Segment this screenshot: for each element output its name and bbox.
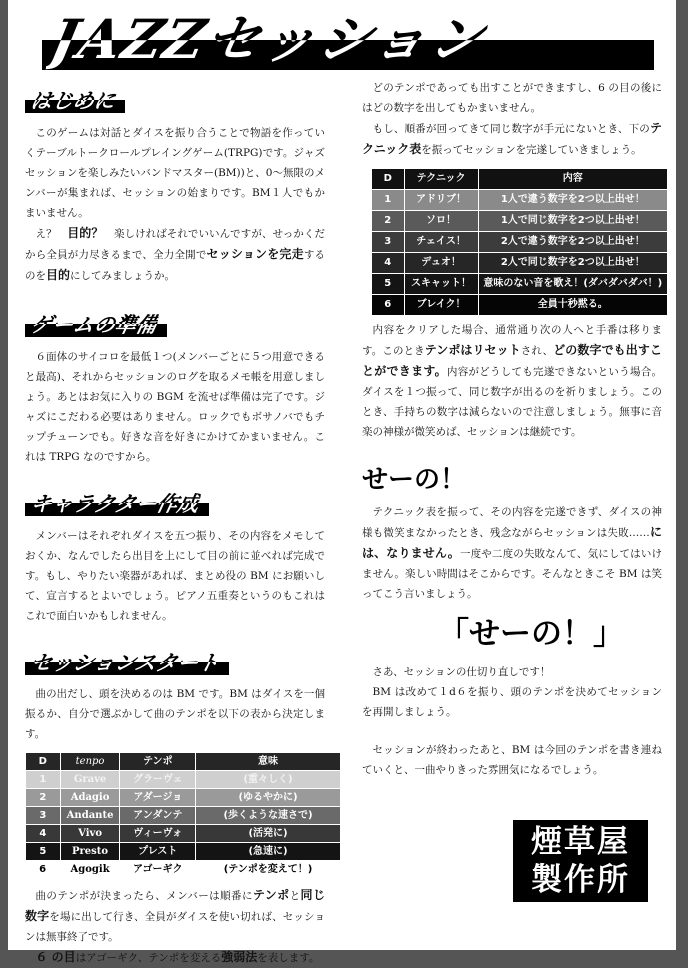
table-cell: 3 [372,232,405,253]
text-run: にしてみましょうか。 [70,270,176,282]
character-body [25,526,325,626]
text-run: 内容がどうしても完遂できないという場合。ダイスを１つ振って、同じ数字が出るのを祈りましょう。このとき、手持ちの数字は減らないので注意しましょう。無事に音楽の神様が微笑めば、セッションは継続です。 [362,366,663,438]
table-cell: 2 [26,789,61,807]
paragraph [25,885,325,947]
text-run: さあ、セッションの仕切り直しです！ [372,666,551,678]
table-row [372,232,668,253]
heading-text: はじめに [22,88,118,114]
tempo-table [25,752,341,879]
paragraph [25,684,325,744]
paragraph [25,347,325,467]
title-text: JAZZセッション [45,7,493,71]
table-cell: 5 [372,274,405,295]
table-cell: 6 [26,861,61,879]
table-cell: (急速に) [196,843,341,861]
emphasis-text: ６ の目 [35,950,76,964]
emphasis-text: セッションを完走 [206,247,304,261]
text-run: え？ [35,228,68,240]
table-row [372,253,668,274]
column-header: 意味 [196,753,341,771]
table-cell: ブレイク！ [404,295,478,316]
text-run: 内容をクリアした場合、通常通り次の人へと手番は移ります。このとき [362,324,662,357]
table-row [26,861,341,879]
text-run: を振ってセッションを完遂していきましょう。 [421,144,642,156]
table-cell: アゴーギク [120,861,196,879]
start-body [25,684,325,744]
text-run: このゲームは対話とダイスを振り合うことで物語を作っていくテーブルトークロールプレイングゲーム(TRPG)です。ジャズセッションを楽しみたいバンドマスター(BM))と、0～無限のメンバーが集まれば、セッションの始まりです。BM１人でもかまいません。 [25,127,325,219]
table-row [26,825,341,843]
column-header: テクニック [404,169,478,190]
table-cell: 6 [372,295,405,316]
table-header-row [26,753,341,771]
paragraph [362,320,662,442]
table-cell: アダージョ [120,789,196,807]
paragraph [362,118,662,160]
column-header: 内容 [478,169,667,190]
text-run: を場に出して行き、全員がダイスを使い切れば、セッションは無事終了です。 [25,911,325,943]
emphasis-text: には、なりません。 [362,525,662,560]
seeno-after-body [362,662,662,722]
table-cell: アンダンテ [120,807,196,825]
seeno-body [362,502,662,604]
text-run: され、 [520,345,554,357]
start-after-body [25,885,325,968]
table-cell: Presto [60,843,120,861]
document-page [8,0,676,964]
table-cell: ソロ！ [404,211,478,232]
table-cell: Grave [60,771,120,789]
column-header: テンポ [120,753,196,771]
text-run: するのを [25,249,326,282]
seeno-closing-body [362,740,662,780]
text-run: 曲の出だし、頭を決めるのは BM です。BM はダイスを一個振るか、自分で選ぶかして曲のテンポを以下の表から決定します。 [25,688,325,740]
paragraph [362,662,662,682]
heading-text: ゲームの準備 [22,312,160,338]
table-cell: アドリブ！ [404,190,478,211]
heading-prep [25,312,167,338]
intro-body [25,123,325,286]
table-row [26,807,341,825]
table-cell: 2人で同じ数字を2つ以上出せ！ [478,253,667,274]
continuation-body [362,78,662,160]
text-run: メンバーはそれぞれダイスを五つ振り、その内容をメモしておくか、なんでしたら出目を上にして目の前に並べれば完成です。もし、やりたい楽器があれば、まとめ役の BM にお願いして、宣言するとよいでしょう。ピアノ五重奏というのもこれはこれで面白いかもしれません。 [25,530,325,622]
emphasis-text: 目的 [46,268,71,282]
table-row [372,190,668,211]
table-cell: 4 [372,253,405,274]
table-row [372,274,668,295]
column-header: D [26,753,61,771]
paragraph [25,123,325,223]
emphasis-text: 強弱法 [221,950,258,964]
heading-text: キャラクター作成 [22,491,201,517]
table-cell: 意味のない音を歌え！(ダバダバダバ！) [478,274,667,295]
right-column [362,78,668,902]
paragraph [25,223,325,286]
table-row [26,771,341,789]
table-cell: 1人で同じ数字を2つ以上出せ！ [478,211,667,232]
seeno-shout: 「せーの！」 [438,616,624,652]
text-run: 楽しければそれでいいんですが、せっかくだから全員が力尽きるまで、全力全開で [25,228,325,261]
paragraph [25,947,325,968]
text-run: もし、順番が回ってきて同じ数字が手元にないとき、下の [372,123,650,135]
table-cell: 4 [26,825,61,843]
table-cell: (活発に) [196,825,341,843]
technique-table [371,168,668,316]
prep-body [25,347,325,467]
paragraph [362,740,662,780]
text-run: BM は改めて１d６を振り、頭のテンポを決めてセッションを再開しましょう。 [362,686,662,718]
table-cell: (歩くような速さで) [196,807,341,825]
heading-character [25,491,209,517]
left-column [25,88,335,968]
table-cell: Agogik [60,861,120,879]
text-run: どのテンポであっても出すことができますし、6 の目の後にはどの数字を出してもかまいません。 [362,82,662,114]
text-run: はアゴーギク、テンポを変える [75,952,222,964]
emphasis-text: テクニック表 [362,121,662,156]
text-run: ６面体のサイコロを最低１つ(メンバーごとに５つ用意できると最高)、それからセッションのログを取るメモ帳を用意しましょう。あとはお気に入りの BGM を流せば準備は完了です。ジャズにこだわる必要はありません。ロックでもボサノバでもチップチューンでも。好きな音を好きにかけてかまいません。これは TRPG なのですから。 [25,351,325,463]
heading-session-start [25,650,229,676]
table-cell: (テンポを変えて！) [196,861,341,879]
table-cell: グラーヴェ [120,771,196,789]
heading-text: セッションスタート [22,650,221,676]
paragraph [362,682,662,722]
table-cell: ヴィーヴォ [120,825,196,843]
text-run: と [289,890,301,902]
emphasis-text: 目的？ [67,226,104,240]
table-cell: 1 [372,190,405,211]
paragraph [25,526,325,626]
table-cell: デュオ！ [404,253,478,274]
publisher-logo [513,820,648,902]
table-cell: スキャット！ [404,274,478,295]
table-cell: 2人で違う数字を2つ以上出せ！ [478,232,667,253]
text-run: セッションが終わったあと、BM は今回のテンポを書き連ねていくと、一曲やりきった雰囲気になるでしょう。 [362,744,662,776]
table-cell: 1人で違う数字を2つ以上出せ！ [478,190,667,211]
table-cell: 3 [26,807,61,825]
table-row [26,843,341,861]
table-header-row [372,169,668,190]
table-cell: (重々しく) [196,771,341,789]
paragraph [362,78,662,118]
paragraph [362,502,662,604]
emphasis-text: テンポはリセット [424,343,521,357]
table-cell: (ゆるやかに) [196,789,341,807]
table-row [372,211,668,232]
text-run: テクニック表を振って、その内容を完遂できず、ダイスの神様も微笑まなかったとき、残念ながらセッションは失敗…… [362,506,662,539]
emphasis-text: 同じ数字 [25,888,325,923]
text-run: 一度や二度の失敗なんて、気にしてはいけません。楽しい時間はそこからです。そんなときこそ BM は笑ってこう言いましょう。 [362,548,662,600]
table-cell: Andante [60,807,120,825]
column-header: D [372,169,405,190]
continuation-after-body [362,320,662,442]
emphasis-text: どの数字でも出すことができます。 [362,343,662,378]
table-cell: 全員十秒黙る。 [478,295,667,316]
emphasis-text: テンポ [252,888,290,902]
logo-line-1: 煙草屋 [531,824,630,860]
table-row [26,789,341,807]
table-cell: 1 [26,771,61,789]
heading-seeno: せーの！ [362,465,467,495]
document-title [42,7,654,72]
table-cell: 2 [372,211,405,232]
column-header: tenpo [60,753,120,771]
logo-line-2: 製作所 [531,862,630,898]
table-cell: 5 [26,843,61,861]
table-row [372,295,668,316]
heading-intro [25,88,125,114]
table-cell: Vivo [60,825,120,843]
table-cell: プレスト [120,843,196,861]
table-cell: Adagio [60,789,120,807]
text-run: 曲のテンポが決まったら、メンバーは順番に [35,890,253,902]
text-run: を表します。 [257,952,320,964]
table-cell: チェイス！ [404,232,478,253]
